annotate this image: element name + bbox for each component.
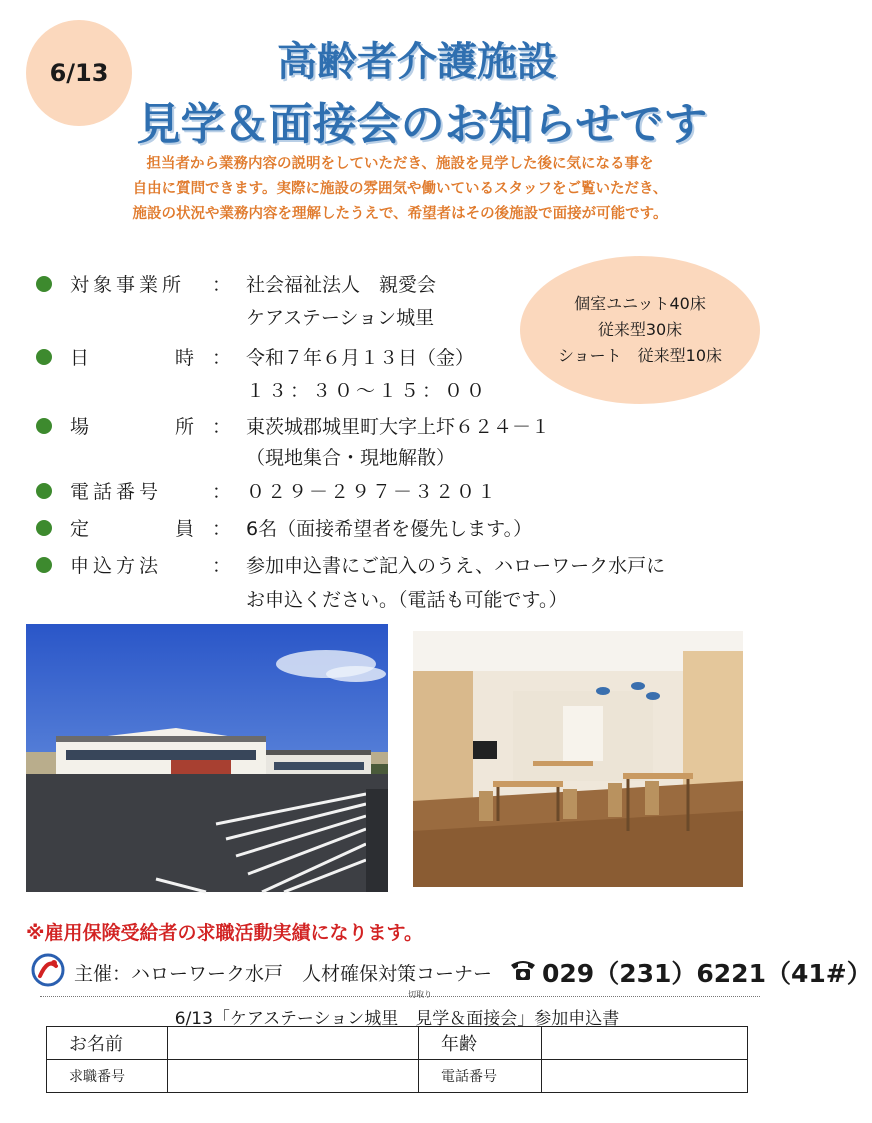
info-colon: ：: [212, 274, 232, 296]
info-value: 東茨城郡城里町大字上圷６２４－１: [246, 416, 551, 438]
info-value: ０２９－２９７－３２０１: [246, 481, 499, 503]
age-field[interactable]: [542, 1027, 748, 1060]
info-label: [70, 343, 212, 370]
info-label: [70, 412, 212, 439]
info-label: 電話番号: [70, 481, 163, 503]
tel-field[interactable]: [542, 1060, 748, 1093]
form-row: [47, 1027, 748, 1060]
unit-line: 従来型30床: [597, 320, 683, 339]
info-label-part: 日: [70, 347, 90, 369]
info-value: お申込ください。（電話も可能です。）: [246, 589, 568, 611]
info-label: 対象事業所: [70, 274, 186, 296]
host-phone-number: 029（231）6221（41#）: [542, 959, 872, 988]
intro-line: 施設の状況や業務内容を理解したうえで、希望者はその後施設で面接が可能です。: [132, 206, 668, 222]
info-value: １３：３０～１５：００: [246, 380, 489, 402]
title-line-1: 高齢者介護施設: [277, 39, 557, 85]
notice-text: ※雇用保険受給者の求職活動実績になります。: [26, 922, 423, 944]
age-label: 年齢: [419, 1027, 542, 1060]
form-title: 6/13「ケアステーション城里 見学＆面接会」参加申込書: [174, 1009, 620, 1029]
info-colon: ：: [212, 481, 232, 503]
info-label-part: 定: [70, 518, 90, 540]
info-label-part: 場: [70, 416, 90, 438]
unit-line: ショート 従来型10床: [557, 346, 723, 365]
info-label-part: 時: [174, 347, 194, 369]
exterior-illustration: [26, 624, 388, 892]
info-row-capacity: [36, 514, 532, 541]
intro-line: 自由に質問できます。実際に施設の雰囲気や働いているスタッフをご覧いただき、: [132, 181, 668, 197]
info-value: ケアステーション城里: [246, 307, 435, 329]
tel-label: 電話番号: [419, 1060, 542, 1093]
bullet-icon: [36, 557, 52, 573]
date-badge-text: 6/13: [49, 59, 109, 87]
bullet-icon: [36, 418, 52, 434]
unit-line: 個室ユニット40床: [574, 294, 706, 313]
application-form: [46, 1026, 748, 1093]
intro-line: 担当者から業務内容の説明をしていただき、施設を見学した後に気になる事を: [146, 156, 654, 172]
info-label: 申込方法: [70, 555, 163, 577]
info-value: 社会福祉法人 親愛会: [246, 274, 437, 296]
info-row-facility: [36, 270, 436, 297]
hellowork-logo-icon: [30, 952, 66, 992]
info-label-part: 所: [174, 416, 194, 438]
info-value: 参加申込書にご記入のうえ、ハローワーク水戸に: [246, 555, 666, 577]
name-label: お名前: [47, 1027, 168, 1060]
bullet-icon: [36, 276, 52, 292]
info-label: [70, 514, 212, 541]
facility-exterior-photo: [26, 624, 388, 892]
info-colon: ：: [212, 416, 232, 438]
info-row-phone: [36, 477, 498, 504]
bullet-icon: [36, 520, 52, 536]
name-field[interactable]: [168, 1027, 419, 1060]
info-value: 6名（面接希望者を優先します。）: [246, 518, 533, 540]
info-colon: ：: [212, 555, 232, 577]
cut-line: [40, 996, 760, 997]
info-colon: ：: [212, 518, 232, 540]
host-text: 主催：ハローワーク水戸 人材確保対策コーナー: [74, 962, 493, 985]
interior-illustration: [413, 631, 743, 887]
title-line-2: 見学＆面接会のお知らせです: [136, 99, 708, 150]
bullet-icon: [36, 483, 52, 499]
info-row-place: [36, 412, 550, 439]
form-row: [47, 1060, 748, 1093]
cut-line-ruby: 切取り: [408, 990, 432, 999]
host-phone: [508, 954, 872, 990]
info-colon: ：: [212, 347, 232, 369]
facility-interior-photo: [413, 631, 743, 887]
job-number-field[interactable]: [168, 1060, 419, 1093]
bullet-icon: [36, 349, 52, 365]
info-label-part: 員: [174, 518, 194, 540]
intro-paragraph: [50, 152, 750, 227]
telephone-icon: [508, 956, 538, 988]
info-value: （現地集合・現地解散）: [246, 447, 456, 469]
info-value: 令和７年６月１３日（金）: [246, 347, 475, 369]
unit-summary-badge: [520, 256, 760, 404]
host-row: [30, 952, 872, 992]
job-number-label: 求職番号: [47, 1060, 168, 1093]
info-row-datetime: [36, 343, 474, 370]
info-row-apply: [36, 551, 665, 578]
